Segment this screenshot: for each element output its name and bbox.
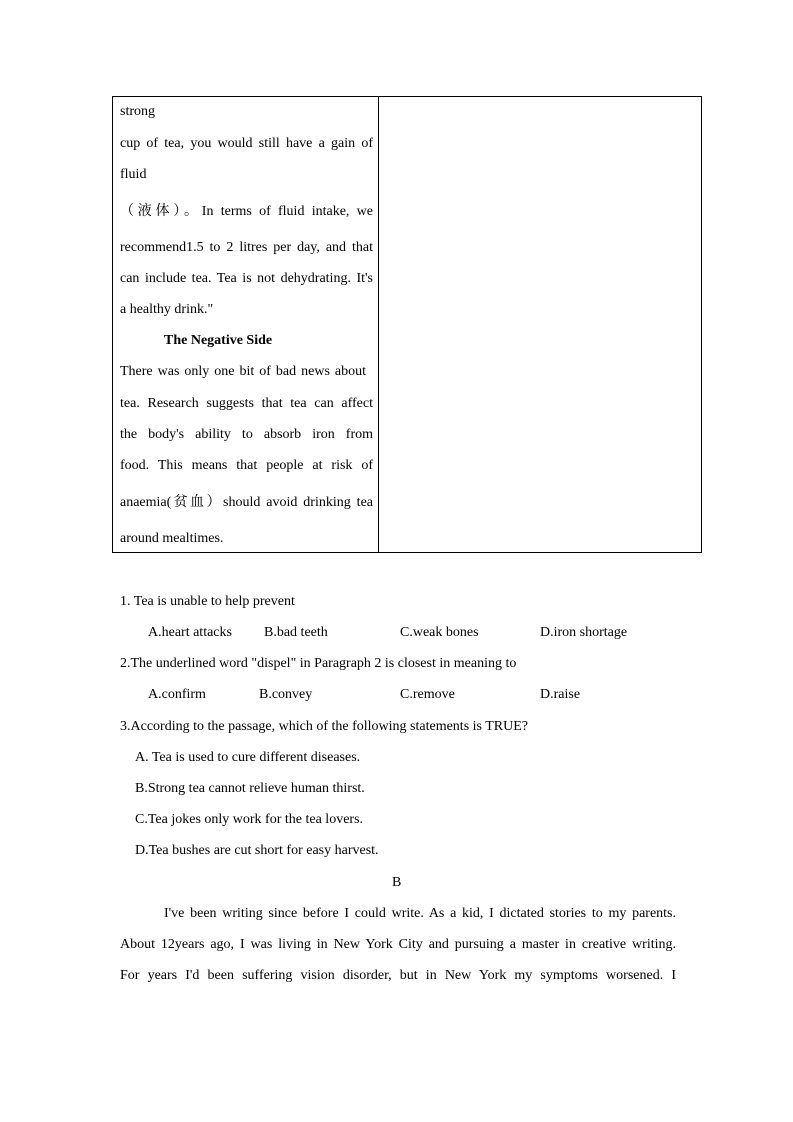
question-option: B.Strong tea cannot relieve human thirst. bbox=[135, 781, 365, 796]
passage-table bbox=[112, 96, 702, 553]
table-text-line: can include tea. Tea is not dehydrating. It's bbox=[120, 271, 373, 286]
question-option: C.Tea jokes only work for the tea lovers. bbox=[135, 812, 364, 827]
question-stem: 3.According to the passage, which of the following statements is TRUE? bbox=[120, 719, 528, 734]
paragraph-line: About 12years ago, I was living in New York City and pursuing a master in creative writing. bbox=[120, 937, 676, 952]
table-text-line: the body's ability to absorb iron from bbox=[120, 427, 373, 442]
table-text-line: anaemia(贫血）should avoid drinking tea bbox=[120, 495, 373, 510]
paragraph-line: I've been writing since before I could write. As a kid, I dictated stories to my parents. bbox=[164, 906, 676, 921]
table-text-line: There was only one bit of bad news about bbox=[120, 364, 366, 379]
table-text-line: a healthy drink." bbox=[120, 302, 214, 317]
question-option: B.convey bbox=[259, 687, 313, 702]
table-text-line: recommend1.5 to 2 litres per day, and that bbox=[120, 240, 373, 255]
table-text-line: strong bbox=[120, 104, 155, 119]
question-option: D.iron shortage bbox=[540, 625, 628, 640]
question-stem: 2.The underlined word "dispel" in Paragraph 2 is closest in meaning to bbox=[120, 656, 517, 671]
table-text-line: cup of tea, you would still have a gain of bbox=[120, 136, 373, 151]
negative-side-heading: The Negative Side bbox=[164, 333, 273, 348]
paragraph-line: For years I'd been suffering vision disorder, but in New York my symptoms worsened. I bbox=[120, 968, 676, 983]
table-text-line: tea. Research suggests that tea can affect bbox=[120, 396, 373, 411]
question-option: C.weak bones bbox=[400, 625, 479, 640]
table-text-line: food. This means that people at risk of bbox=[120, 458, 373, 473]
section-heading: B bbox=[392, 875, 402, 890]
question-stem: 1. Tea is unable to help prevent bbox=[120, 594, 295, 609]
table-text-line: （液体）。In terms of fluid intake, we bbox=[120, 204, 373, 219]
question-option: A. Tea is used to cure different diseases. bbox=[135, 750, 361, 765]
question-option: D.Tea bushes are cut short for easy harvest. bbox=[135, 843, 379, 858]
table-text-line: fluid bbox=[120, 167, 147, 182]
table-column-divider bbox=[378, 97, 379, 552]
question-option: A.heart attacks bbox=[148, 625, 232, 640]
question-option: B.bad teeth bbox=[264, 625, 328, 640]
question-option: D.raise bbox=[540, 687, 581, 702]
table-text-line: around mealtimes. bbox=[120, 531, 224, 546]
question-option: A.confirm bbox=[148, 687, 206, 702]
question-option: C.remove bbox=[400, 687, 455, 702]
